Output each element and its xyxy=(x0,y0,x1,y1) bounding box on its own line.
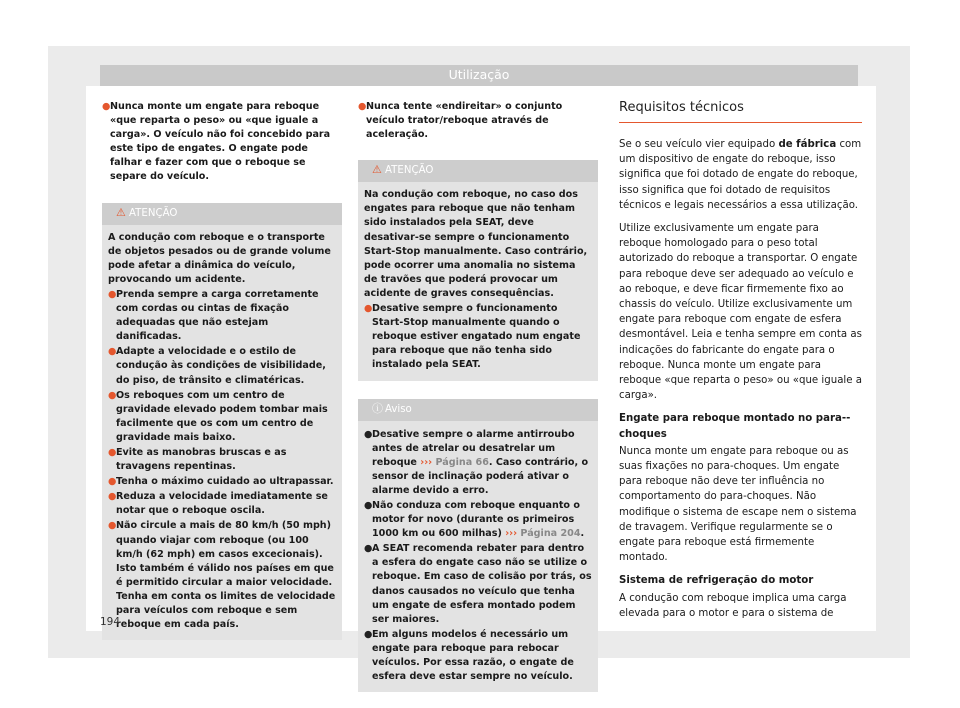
column-left xyxy=(102,100,342,640)
list-item xyxy=(364,302,592,372)
bullet-text: Desative sempre o funcionamento Start-Stop manualmente quando o reboque estiver engatado num engate para reboque que não tenha sido instalado pela SEAT. xyxy=(372,303,581,371)
bullet-text: Tenha o máximo cuidado ao ultrapassar. xyxy=(116,476,334,488)
subheading: Engate para reboque montado no para--choques xyxy=(619,413,851,440)
list-item xyxy=(108,345,336,387)
page-link[interactable] xyxy=(420,457,489,468)
section-title: Requisitos técnicos xyxy=(619,100,862,123)
paragraph xyxy=(619,137,862,213)
bullet-text: Os reboques com um centro de gravidade elevado podem tombar mais facilmente que os com um centro de gravidade mais baixo. xyxy=(116,389,328,443)
bullet-icon: ● xyxy=(108,389,117,401)
warning-triangle-icon: ⚠ xyxy=(116,205,126,219)
bullet-icon: ● xyxy=(108,520,117,532)
paragraph-text: com um dispositivo de engate do reboque, isso significa que foi dotado de engate do reboque, isso significa que foi dotado de requisitos técnicos e legais necessários a essa utilização. xyxy=(619,139,862,211)
paragraph: Utilize exclusivamente um engate para reboque homologado para o peso total autorizado do reboque a transportar. O engate para reboque deve ser adequado ao veículo e ao reboque, e deve ficar firmemente fixo ao chassis do veículo. Utilize exclusivamente um engate para reboque com engate de esfera desmontável. Leia e tenha sempre em conta as indicações do fabricante do engate para o reboque. Nunca monte um engate para reboque «que reparta o peso» ou «que iguale a carga». xyxy=(619,223,863,402)
note-box-header xyxy=(358,399,598,421)
warning-intro: Na condução com reboque, no caso dos engates para reboque que não tenham sido instalados pela SEAT, deve desativar-se sempre o funcionamento Start-Stop manualmente. Caso contrário, pode ocorrer uma anomalia no sistema de travões que poderá provocar um acidente de graves consequências. xyxy=(364,189,588,299)
warning-box-body xyxy=(102,225,342,641)
page-header xyxy=(100,65,858,86)
warning-box-header xyxy=(358,160,598,182)
bullet-text: Não circule a mais de 80 km/h (50 mph) quando viajar com reboque (ou 100 km/h (62 mph) em casos excecionais). Isto também é válido nos países em que é permitido circular a maior velocidade. Tenha em conta os limites de velocidade para veículos com reboque e sem reboque em cada país. xyxy=(116,520,336,631)
warning-box-body xyxy=(358,182,598,380)
paragraph: A condução com reboque implica uma carga elevada para o motor e para o sistema de xyxy=(619,592,847,619)
warning-title: ATENÇÃO xyxy=(385,165,434,177)
list-item xyxy=(108,490,336,518)
bullet-text: Não conduza com reboque enquanto o motor for novo (durante os primeiros 1000 km ou 600 milhas) xyxy=(372,499,580,540)
page-ref: Página 204 xyxy=(520,528,581,540)
bullet-icon: ● xyxy=(358,101,367,112)
list-item xyxy=(108,519,336,632)
list-item xyxy=(358,100,598,142)
list-item xyxy=(364,628,592,684)
page-link[interactable] xyxy=(505,528,580,539)
list-item xyxy=(364,499,592,541)
column-right xyxy=(619,100,862,629)
bullet-icon: ● xyxy=(108,346,117,358)
list-item xyxy=(108,446,336,474)
bullet-icon: ● xyxy=(108,476,117,488)
list-item xyxy=(108,389,336,445)
bullet-icon: ● xyxy=(364,543,373,555)
bullet-icon: ● xyxy=(364,303,373,315)
bullet-text: Prenda sempre a carga corretamente com cordas ou cintas de fixação adequadas que não estejam danificadas. xyxy=(116,288,319,343)
bullet-text: A SEAT recomenda rebater para dentro a esfera do engate caso não se utilize o reboque. Em caso de colisão por trás, os danos causados no veículo que tenha um engate de esfera montado podem ser maiores. xyxy=(372,543,592,625)
bullet-icon: ● xyxy=(108,288,117,300)
bullet-icon: ● xyxy=(364,628,373,640)
bullet-icon: ● xyxy=(364,499,373,511)
column-middle xyxy=(358,100,598,692)
warning-box-header xyxy=(102,203,342,225)
list-item xyxy=(364,542,592,627)
paragraph-bold-text: de fábrica xyxy=(778,139,837,150)
list-item xyxy=(364,428,592,498)
warning-triangle-icon: ⚠ xyxy=(372,163,382,177)
paragraph: Nunca monte um engate para reboque ou as suas fixações no para-choques. Um engate para reboque não deve ter influência no comportamento do para-choques. Não modifique o sistema de escape nem o sistema de travagem. Verifique regularmente se o engate para reboque está firmemente montado. xyxy=(619,445,857,564)
info-icon: ⓘ xyxy=(372,401,383,415)
note-box xyxy=(358,399,598,693)
bullet-text: Reduza a velocidade imediatamente se notar que o reboque oscila. xyxy=(116,491,328,517)
bullet-text: Nunca monte um engate para reboque «que reparta o peso» ou «que iguale a carga». O veículo não foi concebido para este tipo de engates. O engate pode falhar e fazer com que o reboque se separe do veículo. xyxy=(110,101,331,183)
bullet-text-cont: . Caso contrário, o sensor de inclinação poderá ativar o alarme devido a erro. xyxy=(372,456,589,496)
bullet-icon: ● xyxy=(108,446,117,458)
page-ref: Página 66 xyxy=(435,456,489,468)
warning-title: ATENÇÃO xyxy=(129,207,178,219)
note-title: Aviso xyxy=(385,403,412,415)
page-header-title: Utilização xyxy=(448,67,510,82)
list-item xyxy=(108,288,336,344)
list-item xyxy=(108,475,336,489)
warning-box xyxy=(102,203,342,641)
bullet-text: Evite as manobras bruscas e as travagens repentinas. xyxy=(116,446,287,473)
page-number: 194 xyxy=(100,616,121,628)
paragraph-text: Se o seu veículo vier equipado xyxy=(619,139,779,150)
warning-box xyxy=(358,160,598,380)
bullet-icon: ● xyxy=(364,428,373,440)
bullet-text: Nunca tente «endireitar» o conjunto veículo trator/reboque através de aceleração. xyxy=(366,101,563,141)
warning-intro: A condução com reboque e o transporte de objetos pesados ou de grande volume pode afetar a dinâmica do veículo, provocando um acidente. xyxy=(108,231,331,285)
bullet-icon: ● xyxy=(102,101,111,112)
note-box-body xyxy=(358,421,598,693)
subheading: Sistema de refrigeração do motor xyxy=(619,575,814,587)
bullet-text: Adapte a velocidade e o estilo de condução às condições de visibilidade, do piso, de trânsito e climatéricas. xyxy=(116,346,326,386)
bullet-icon: ● xyxy=(108,491,117,503)
bullet-text: Desative sempre o alarme antirroubo antes de atrelar ou desatrelar um reboque xyxy=(372,428,575,468)
list-item xyxy=(102,100,342,185)
link-arrow-icon: ››› xyxy=(505,528,518,540)
bullet-text-cont: . xyxy=(580,528,585,540)
link-arrow-icon: ››› xyxy=(420,456,433,468)
bullet-text: Em alguns modelos é necessário um engate para reboque para rebocar veículos. Por essa razão, o engate de esfera deve estar sempre no veículo. xyxy=(372,628,574,683)
